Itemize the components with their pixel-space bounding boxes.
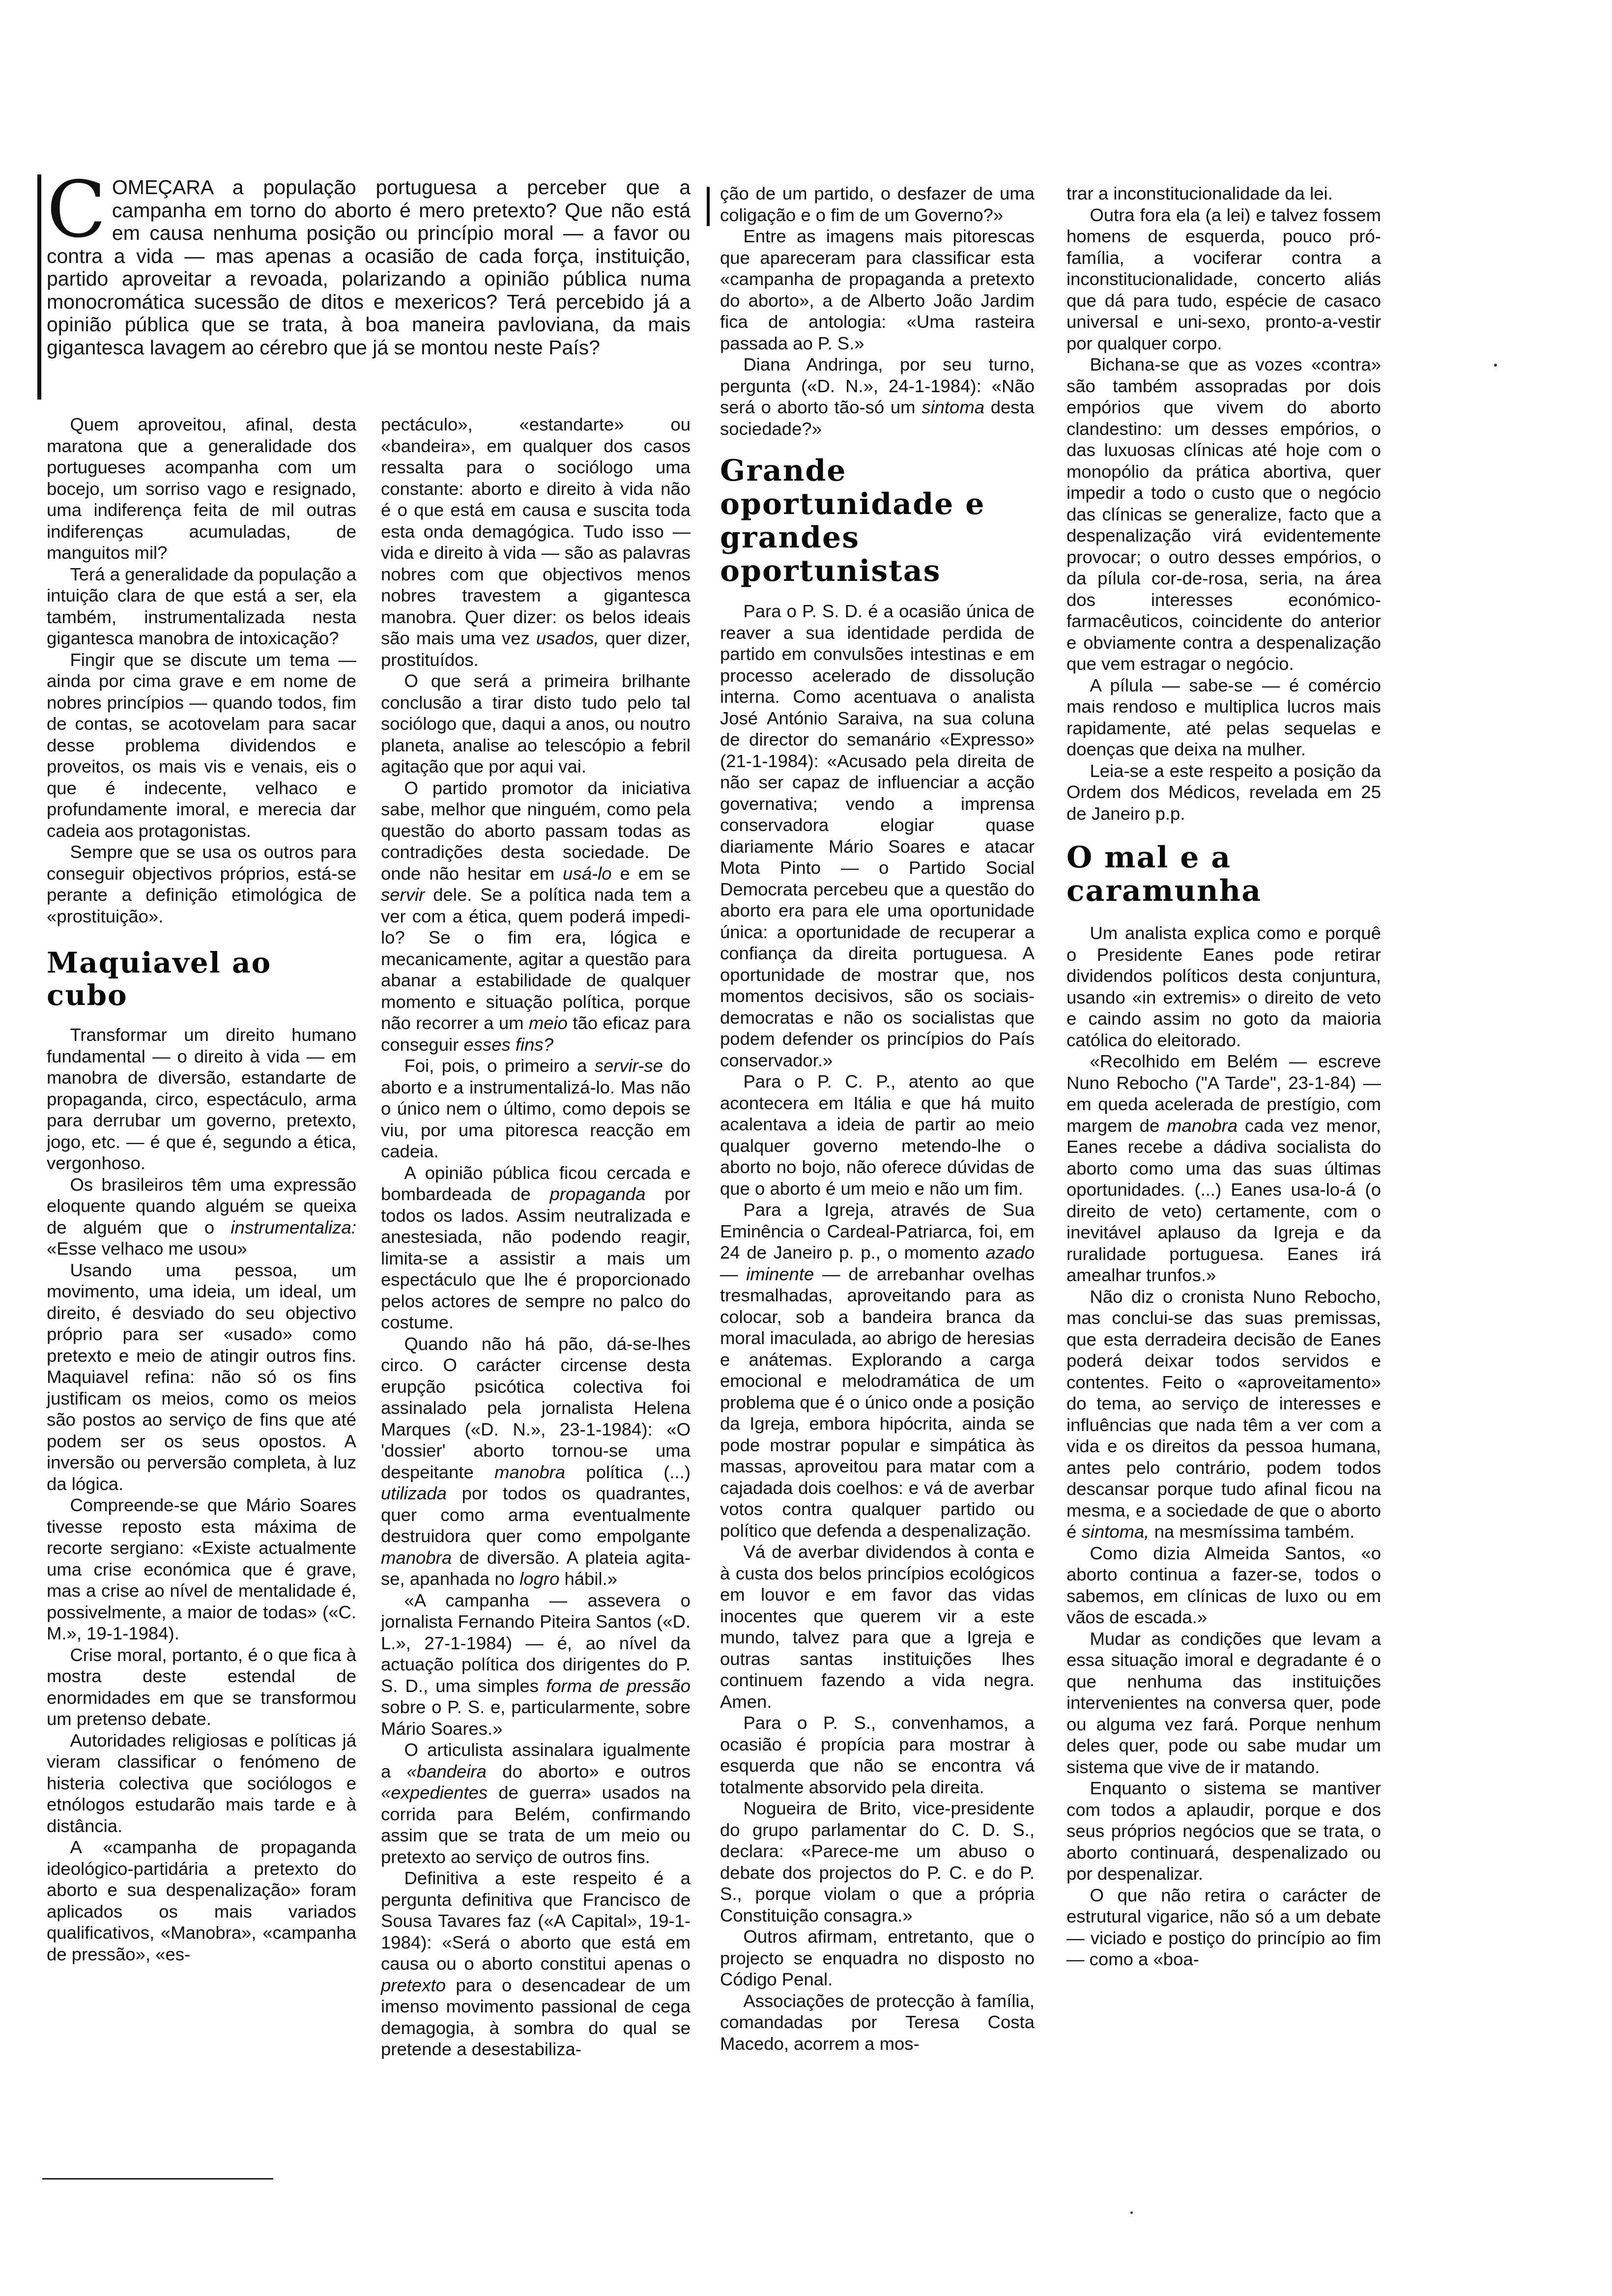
col2-paragraph: «A campanha — assevera o jornalista Fernando Piteira Santos («D. L.», 27-1-1984) — é, ao nível da actuação política dos dirigentes do P. S. D., uma simples forma de pressão sobre o P. S. e, particularmente, sobre Mário Soares.» <box>381 1590 691 1739</box>
column-1 <box>47 414 356 1965</box>
lead-block <box>47 165 691 359</box>
col2-paragraph: O que será a primeira brilhante conclusão a tirar disto tudo pelo tal sociólogo que, daqui a anos, ou noutro planeta, analise ao telescópio a febril agitação que por aqui vai. <box>381 671 691 776</box>
col3-paragraph: Para o P. C. P., atento ao que acontecera em Itália e que há muito acalentava a ideia de partir ao meio qualquer governo metendo-lhe o aborto no bojo, não oferece dúvidas de que o aborto é um meio e não um fim. <box>720 1071 1035 1199</box>
col4-paragraph: Outra fora ela (a lei) e talvez fossem homens de esquerda, pouco pró-família, a vociferar contra a inconstitucionalidade, concerto aliás que dá para tudo, espécie de casaco universal e uni-sexo, pronto-a-vestir por qualquer corpo. <box>1066 204 1381 353</box>
col2-paragraph: pectáculo», «estandarte» ou «bandeira», em qualquer dos casos ressalta para o sociólogo uma constante: aborto e direito à vida não é o que está em causa e suscita toda esta onda demagógica. Tudo isso — vida e direito à vida — são as palavras nobres com que objectivos menos nobres travestem a gigantesca manobra. Quer dizer: os belos ideais são mais uma vez usados, quer dizer, prostituídos. <box>381 414 691 670</box>
bottom-rule <box>42 2178 273 2180</box>
col3-paragraph: Nogueira de Brito, vice-presidente do grupo parlamentar do C. D. S., declara: «Parece-me um abuso o debate dos projectos do P. C. e do P. S., porque violam o que a própria Constituição consagra.» <box>720 1798 1035 1925</box>
col4-paragraph: «Recolhido em Belém — escreve Nuno Rebocho ("A Tarde", 23-1-84) — em queda acelerada de prestígio, com margem de manobra cada vez menor, Eanes recebe a dádiva socialista do aborto como uma das suas últimas oportunidades. (...) Eanes usa-lo-á (o direito de veto) certamente, com o inevitável aplauso da Igreja e da ruralidade portuguesa. Eanes irá amealhar trunfos.» <box>1066 1051 1381 1285</box>
col1-paragraph: Os brasileiros têm uma expressão eloquente quando alguém se queixa de alguém que o instrumentaliza: «Esse velhaco me usou» <box>47 1174 356 1259</box>
column-2 <box>381 414 691 2060</box>
col1-paragraph: A «campanha de propaganda ideológico-partidária a pretexto do aborto e sua despenalização» foram aplicados os mais variados qualificativos, «Manobra», «campanha de pressão», «es- <box>47 1837 356 1964</box>
col3-rule <box>707 187 710 226</box>
col1-paragraph: Sempre que se usa os outros para conseguir objectivos próprios, está-se perante a definição etimológica de «prostituição». <box>47 842 356 926</box>
col4-paragraph: Enquanto o sistema se mantiver com todos a aplaudir, porque e dos seus próprios negócios que se trata, o aborto continuará, despenalizado ou por despenalizar. <box>1066 1778 1381 1884</box>
subheading-o-mal: O mal e a caramunha <box>1066 840 1262 908</box>
col3-paragraph: ção de um partido, o desfazer de uma coligação e o fim de um Governo?» <box>720 183 1035 225</box>
scan-speck <box>1494 364 1497 367</box>
col4-paragraph: trar a inconstitucionalidade da lei. <box>1066 183 1333 203</box>
col3-paragraph: Para a Igreja, através de Sua Eminência o Cardeal-Patriarca, foi, em 24 de Janeiro p. p., o momento azado — iminente — de arrebanhar ovelhas tresmalhadas, aproveitando para as colocar, sob a bandeira branca da moral imaculada, ao abrigo de heresias e anátemas. Explorando a carga emocional e melodramática de um problema que é o único onde a posição da Igreja, embora hipócrita, ainda se pode mostrar popular e simpática às massas, aproveitou para matar com a cajadada dois coelhos: e vá de averbar votos contra qualquer partido ou político que defenda a despenalização. <box>720 1200 1035 1541</box>
col2-paragraph: Definitiva a este respeito é a pergunta definitiva que Francisco de Sousa Tavares faz («A Capital», 19-1-1984): «Será o aborto que está em causa ou o aborto constitui apenas o pretexto para o desencadear de um imenso movimento passional de cega demagogia, à sombra do qual se pretende a desestabiliza- <box>381 1868 691 2059</box>
subheading-maquiavel: Maquiavel ao cubo <box>47 946 272 1012</box>
col3-paragraph: Entre as imagens mais pitorescas que apareceram para classificar esta «campanha de propaganda a pretexto do aborto», a de Alberto João Jardim fica de antologia: «Uma rasteira passada ao P. S.» <box>720 226 1035 353</box>
col4-paragraph: Bichana-se que as vozes «contra» são também assopradas por dois empórios que vivem do aborto clandestino: um desses empórios, o das luxuosas clínicas até hoje com o monopólio da prática abortiva, quer impedir a todo o custo que o negócio das clínicas se generalize, facto que a despenalização virá evidentemente provocar; o outro desses empórios, o da pílula cor-de-rosa, seria, na área dos interesses económico-farmacêuticos, coincidente do anterior e obviamente contra a despenalização que vem estragar o negócio. <box>1066 354 1381 674</box>
col1-paragraph: Quem aproveitou, afinal, desta maratona que a generalidade dos portugueses acompanha com um bocejo, um sorriso vago e resignado, uma indiferença feita de mil outras indiferenças acumuladas, de manguitos mil? <box>47 414 356 563</box>
col1-paragraph: Autoridades religiosas e políticas já vieram classificar o fenómeno de histeria colectiva que sociólogos e etnólogos estudarão mais tarde e à distância. <box>47 1730 356 1836</box>
col4-paragraph: Como dizia Almeida Santos, «o aborto continua a fazer-se, todos o sabemos, em clínicas de luxo ou em vãos de escada.» <box>1066 1543 1381 1627</box>
col2-paragraph: O articulista assinalara igualmente a «bandeira do aborto» e outros «expedientes de guerra» usados na corrida para Belém, confirmando assim que se trata de um meio ou pretexto ao serviço de outros fins. <box>381 1740 691 1867</box>
column-3 <box>720 183 1035 2054</box>
col3-paragraph: Diana Andringa, por seu turno, pergunta («D. N.», 24-1-1984): «Não será o aborto tão-só um sintoma desta sociedade?» <box>720 354 1035 439</box>
col4-paragraph: A pílula — sabe-se — é comércio mais rendoso e multiplica lucros mais rapidamente, até pelas sequelas e doenças que deixa na mulher. <box>1066 675 1381 759</box>
col4-paragraph: Não diz o cronista Nuno Rebocho, mas conclui-se das suas premissas, que esta derradeira decisão de Eanes poderá deixar todos servidos e contentes. Feito o «aproveitamento» do tema, ao serviço de interesses e influências que nada têm a ver com a vida e os direitos da pessoa humana, antes pelo contrário, podem todos descansar porque tudo afinal ficou na mesma, e a sociedade de que o aborto é sintoma, na mesmíssima também. <box>1066 1286 1381 1542</box>
col4-paragraph: Leia-se a este respeito a posição da Ordem dos Médicos, revelada em 25 de Janeiro p.p. <box>1066 760 1381 824</box>
col3-paragraph: Outros afirmam, entretanto, que o projecto se enquadra no disposto no Código Penal. <box>720 1926 1035 1989</box>
col4-paragraph: O que não retira o carácter de estrutural vigarice, não só a um debate — viciado e postiço do princípio ao fim — como a «boa- <box>1066 1885 1381 1969</box>
drop-cap: C <box>47 165 106 255</box>
lead-text: OMEÇARA a população portuguesa a perceber que a campanha em torno do aborto é mero pretexto? Que não está em causa nenhuma posição ou princípio moral — a favor ou contra a vida — mas apenas a ocasião de cada força, instituição, partido aproveitar a revoada, polarizando a opinião pública numa monocromática sucessão de ditos e mexericos? Terá percebido já a opinião pública que se trata, à boa maneira pavloviana, da mais gigantesca lavagem ao cérebro que já se montou neste País? <box>47 176 691 359</box>
scan-speck <box>1130 2211 1133 2214</box>
col3-paragraph: Para o P. S., convenhamos, a ocasião é propícia para mostrar à esquerda que não se encontra vá totalmente absorvido pela direita. <box>720 1713 1035 1797</box>
lead-rule <box>37 174 41 400</box>
col1-paragraph: Terá a generalidade da população a intuição clara de que está a ser, ela também, instrumentalizada nesta gigantesca manobra de intoxicação? <box>47 564 356 648</box>
col1-paragraph: Transformar um direito humano fundamental — o direito à vida — em manobra de diversão, estandarte de propaganda, circo, espectáculo, arma para derrubar um governo, pretexto, jogo, etc. — é que é, segundo a ética, vergonhoso. <box>47 1025 356 1173</box>
col2-paragraph: A opinião pública ficou cercada e bombardeada de propaganda por todos os lados. Assim neutralizada e anestesiada, não podendo reagir, limita-se a assistir a mais um espectáculo que lhe é proporcionado pelos actores de sempre no palco do costume. <box>381 1162 691 1332</box>
col2-paragraph: O partido promotor da iniciativa sabe, melhor que ninguém, como pela questão do aborto passam todas as contradições desta sociedade. De onde não hesitar em usá-lo e em se servir dele. Se a política nada tem a ver com a ética, quem poderá impedi-lo? Se o fim era, lógica e mecanicamente, agitar a questão para abanar a estabilidade de qualquer momento e situação política, porque não recorrer a um meio tão eficaz para conseguir esses fins? <box>381 777 691 1055</box>
col4-paragraph: Um analista explica como e porquê o Presidente Eanes pode retirar dividendos políticos desta conjuntura, usando «in extremis» o direito de veto e caindo assim no goto da maioria católica do eleitorado. <box>1066 923 1381 1050</box>
col3-paragraph: Associações de protecção à família, comandadas por Teresa Costa Macedo, acorrem a mos- <box>720 1990 1035 2054</box>
col1-paragraph: Crise moral, portanto, é o que fica à mostra deste estendal de enormidades em que se transformou um pretenso debate. <box>47 1644 356 1729</box>
col1-paragraph: Usando uma pessoa, um movimento, uma ideia, um ideal, um direito, é desviado do seu objectivo próprio para ser «usado» como pretexto e meio de atingir outros fins. Maquiavel refina: não só os fins justificam os meios, como os meios são postos ao serviço de fins que até podem ser os seus opostos. A inversão ou perversão completa, à luz da lógica. <box>47 1260 356 1494</box>
col3-paragraph: Para o P. S. D. é a ocasião única de reaver a sua identidade perdida de partido em convulsões intestinas e em processo acelerado de dissolução interna. Como acentuava o analista José António Saraiva, na sua coluna de director do semanário «Expresso» (21-1-1984): «Acusado pela direita de não ser capaz de influenciar a acção governativa; vendo a imprensa conservadora elogiar quase diariamente Mário Soares e atacar Mota Pinto — o Partido Social Democrata percebeu que a questão do aborto era para ele uma oportunidade única: a oportunidade de recuperar a confiança da direita portuguesa. A oportunidade de mostrar que, nos momentos decisivos, são os sociais-democratas e não os socialistas que podem defender os princípios do País conservador.» <box>720 601 1035 1070</box>
col4-paragraph: Mudar as condições que levam a essa situação imoral e degradante é o que nenhuma das instituições intervenientes na conversa quer, pode ou alguma vez fará. Porque nenhum deles quer, pode ou sabe mudar um sistema que vive de ir matando. <box>1066 1628 1381 1777</box>
col2-paragraph: Quando não há pão, dá-se-lhes circo. O carácter circense desta erupção psicótica colectiva foi assinalado pela jornalista Helena Marques («D. N.», 23-1-1984): «O 'dossier' aborto tornou-se uma despeitante manobra política (...) utilizada por todos os quadrantes, quer como arma eventualmente destruidora quer como empolgante manobra de diversão. A plateia agita-se, apanhada no logro hábil.» <box>381 1333 691 1589</box>
col1-paragraph: Compreende-se que Mário Soares tivesse reposto esta máxima de recorte sergiano: «Existe actualmente uma crise económica que é grave, mas a crise ao nível de mentalidade é, possivelmente, a maior de todas» («C. M.», 19-1-1984). <box>47 1495 356 1643</box>
col2-paragraph: Foi, pois, o primeiro a servir-se do aborto e a instrumentalizá-lo. Mas não o único nem o último, como depois se viu, por uma pitoresca reacção em cadeia. <box>381 1056 691 1161</box>
col1-paragraph: Fingir que se discute um tema — ainda por cima grave e em nome de nobres princípios — quando todos, fim de contas, se acotovelam para sacar desse problema dividendos e proveitos, os mais vis e venais, eis o que é indecente, velhaco e profundamente imoral, e merecia dar cadeia aos protagonistas. <box>47 649 356 841</box>
column-4 <box>1066 183 1381 1970</box>
subheading-grande-oportunidade: Grande oportunidade e grandes oportunistas <box>720 454 985 588</box>
lead-paragraph <box>47 165 691 359</box>
col3-paragraph: Vá de averbar dividendos à conta e à custa dos belos princípios ecológicos em louvor e em favor das vidas inocentes que querem vir a este mundo, talvez para que a Igreja e outras santas instituições lhes continuem fazendo a vida negra. Amen. <box>720 1542 1035 1712</box>
